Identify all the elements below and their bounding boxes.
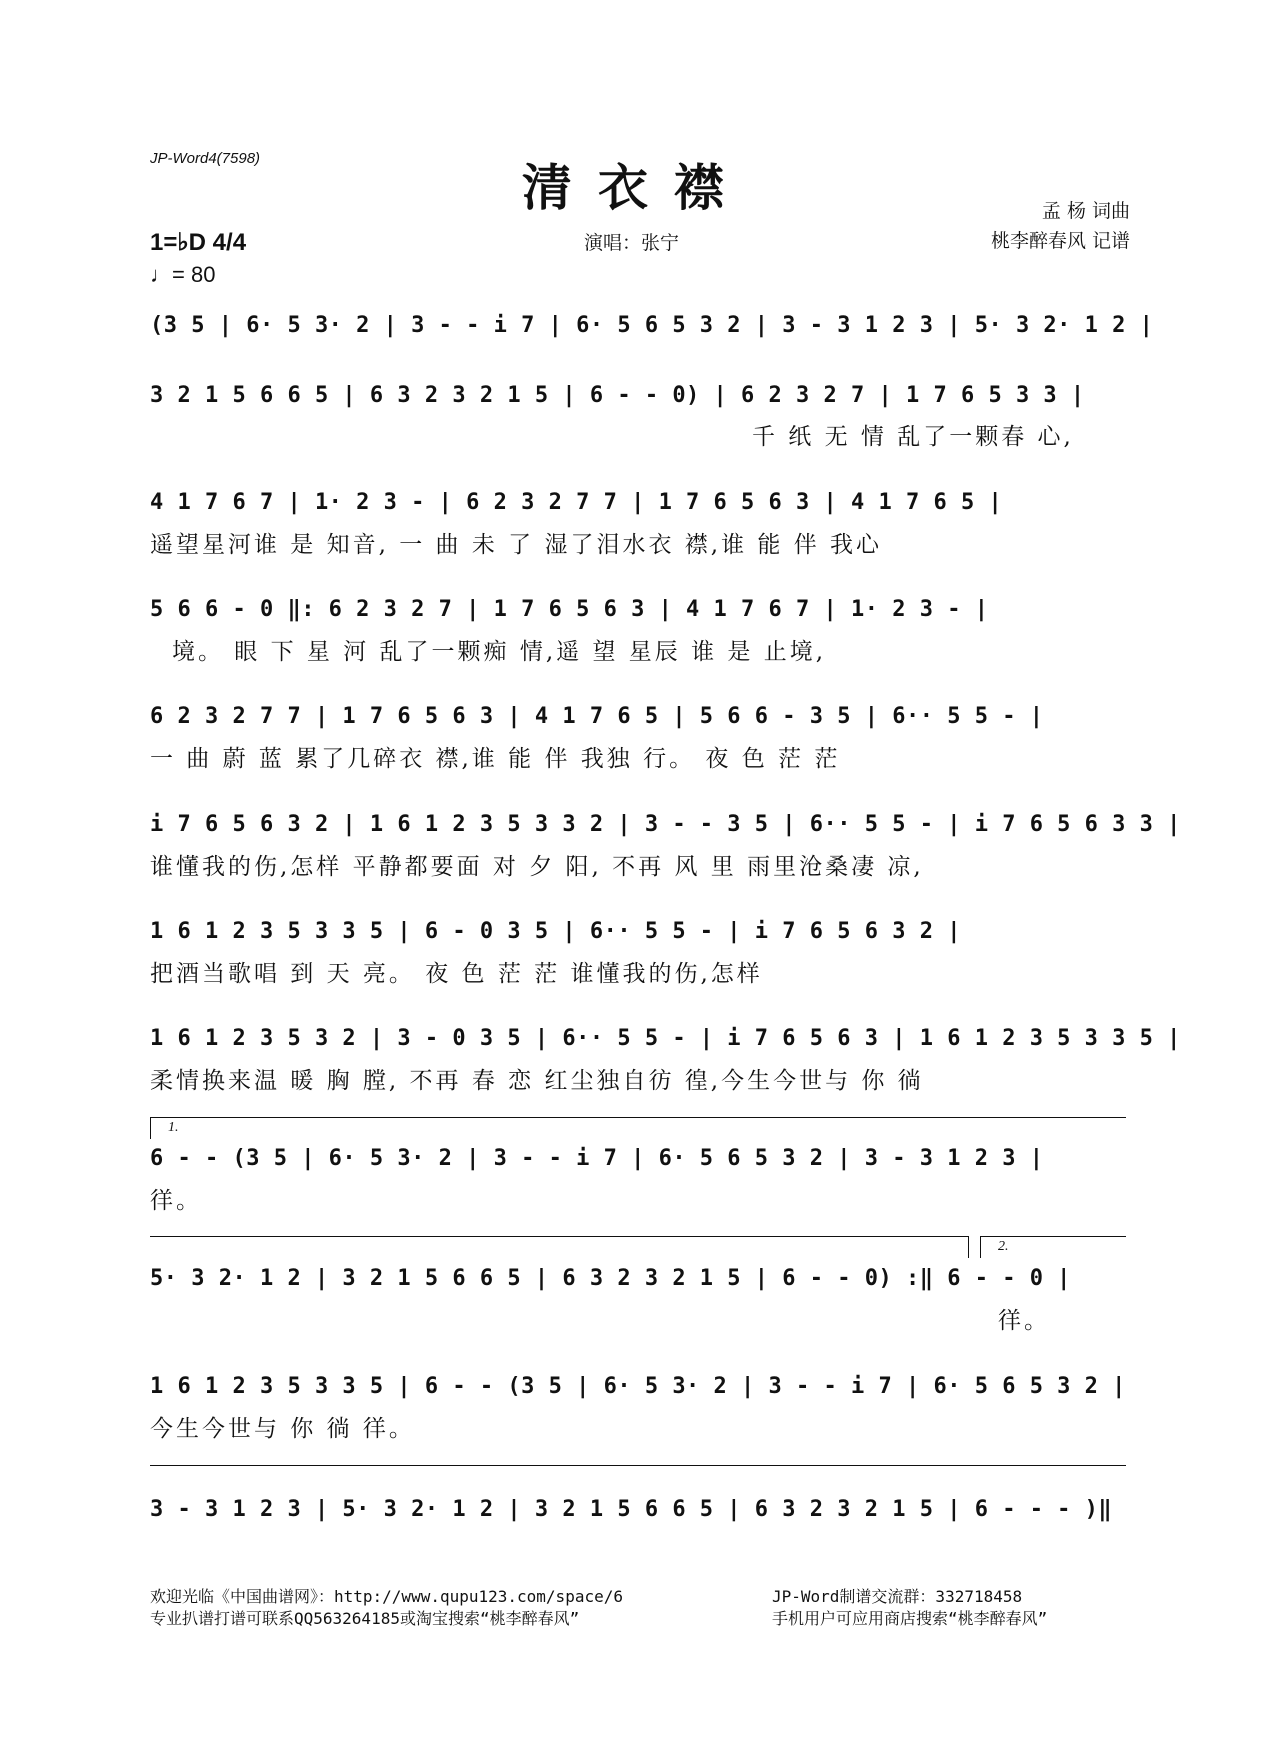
lyric-line-6: 谁懂我的伤,怎样 平静都要面 对 夕 阳, 不再 风 里 雨里沧桑凄 凉,: [150, 854, 924, 880]
arranger-credit: 桃李醉春风 记谱: [990, 230, 1130, 252]
lyric-line-7: 把酒当歌唱 到 天 亮。 夜 色 茫 茫 谁懂我的伤,怎样: [150, 961, 763, 987]
second-ending-number: 2.: [998, 1239, 1009, 1254]
software-version: JP-Word4(7598): [150, 150, 261, 167]
lyric-line-5: 一 曲 蔚 蓝 累了几碎衣 襟,谁 能 伴 我独 行。 夜 色 茫 茫: [150, 746, 841, 772]
notation-line-10: 5· 3 2· 1 2 | 3 2 1 5 6 6 5 | 6 3 2 3 2 1 5 | 6 - - 0) :‖ 6 - - 0 |: [150, 1266, 1071, 1291]
notation-line-11: 1 6 1 2 3 5 3 3 5 | 6 - - (3 5 | 6· 5 3· 2 | 3 - - i 7 | 6· 5 6 5 3 2 |: [150, 1374, 1126, 1399]
footer-group: JP-Word制谱交流群：332718458: [772, 1587, 1023, 1606]
second-ending-bracket: [980, 1236, 1126, 1237]
first-ending-bracket-continuation: [150, 1236, 968, 1237]
second-ending-bracket-edge: [980, 1236, 981, 1258]
composer-credit: 孟 杨 词曲: [1041, 200, 1130, 222]
first-ending-bracket: [150, 1117, 1126, 1118]
lyric-line-11: 今生今世与 你 徜 徉。: [150, 1416, 415, 1442]
lyric-line-9: 徉。: [150, 1188, 202, 1214]
first-ending-number: 1.: [168, 1120, 179, 1135]
notation-line-5: 6 2 3 2 7 7 | 1 7 6 5 6 3 | 4 1 7 6 5 | 5 6 6 - 3 5 | 6·· 5 5 - |: [150, 704, 1044, 729]
first-ending-bracket-end: [968, 1236, 969, 1258]
notation-line-2: 3 2 1 5 6 6 5 | 6 3 2 3 2 1 5 | 6 - - 0) | 6 2 3 2 7 | 1 7 6 5 3 3 |: [150, 383, 1085, 408]
notation-line-8: 1 6 1 2 3 5 3 2 | 3 - 0 3 5 | 6·· 5 5 - | i 7 6 5 6 3 | 1 6 1 2 3 5 3 3 5 |: [150, 1026, 1181, 1051]
notation-line-6: i 7 6 5 6 3 2 | 1 6 1 2 3 5 3 3 2 | 3 - - 3 5 | 6·· 5 5 - | i 7 6 5 6 3 3 |: [150, 812, 1181, 837]
singer-credit: 演唱：张宁: [584, 232, 680, 254]
lyric-line-10: 徉。: [998, 1308, 1050, 1334]
final-line-rule: [150, 1465, 1126, 1466]
footer-app: 手机用户可应用商店搜索“桃李醉春风”: [772, 1609, 1048, 1628]
notation-line-1: (3 5 | 6· 5 3· 2 | 3 - - i 7 | 6· 5 6 5 3 2 | 3 - 3 1 2 3 | 5· 3 2· 1 2 |: [150, 313, 1154, 338]
lyric-line-2: 千 纸 无 情 乱了一颗春 心,: [752, 424, 1074, 450]
song-title: 清衣襟: [522, 158, 750, 217]
notation-line-3: 4 1 7 6 7 | 1· 2 3 - | 6 2 3 2 7 7 | 1 7 6 5 6 3 | 4 1 7 6 5 |: [150, 490, 1003, 515]
notation-line-7: 1 6 1 2 3 5 3 3 5 | 6 - 0 3 5 | 6·· 5 5 - | i 7 6 5 6 3 2 |: [150, 919, 961, 944]
tempo-marking: ♩= 80: [150, 262, 216, 287]
first-ending-bracket-edge: [150, 1117, 151, 1139]
notation-line-4: 5 6 6 - 0 ‖: 6 2 3 2 7 | 1 7 6 5 6 3 | 4 1 7 6 7 | 1· 2 3 - |: [150, 597, 989, 622]
notation-line-12: 3 - 3 1 2 3 | 5· 3 2· 1 2 | 3 2 1 5 6 6 5 | 6 3 2 3 2 1 5 | 6 - - - )‖: [150, 1497, 1113, 1522]
key-signature: 1=♭D 4/4: [150, 229, 247, 256]
footer-website: 欢迎光临《中国曲谱网》：http://www.qupu123.com/space/6: [150, 1587, 623, 1606]
lyric-line-8: 柔情换来温 暖 胸 膛, 不再 春 恋 红尘独自彷 徨,今生今世与 你 徜: [150, 1068, 924, 1094]
lyric-line-3: 遥望星河谁 是 知音, 一 曲 未 了 湿了泪水衣 襟,谁 能 伴 我心: [150, 532, 883, 558]
lyric-line-4: 境。 眼 下 星 河 乱了一颗痴 情,遥 望 星辰 谁 是 止境,: [172, 639, 827, 665]
notation-line-9: 6 - - (3 5 | 6· 5 3· 2 | 3 - - i 7 | 6· 5 6 5 3 2 | 3 - 3 1 2 3 |: [150, 1146, 1044, 1171]
footer-contact: 专业扒谱打谱可联系QQ563264185或淘宝搜索“桃李醉春风”: [150, 1609, 580, 1628]
